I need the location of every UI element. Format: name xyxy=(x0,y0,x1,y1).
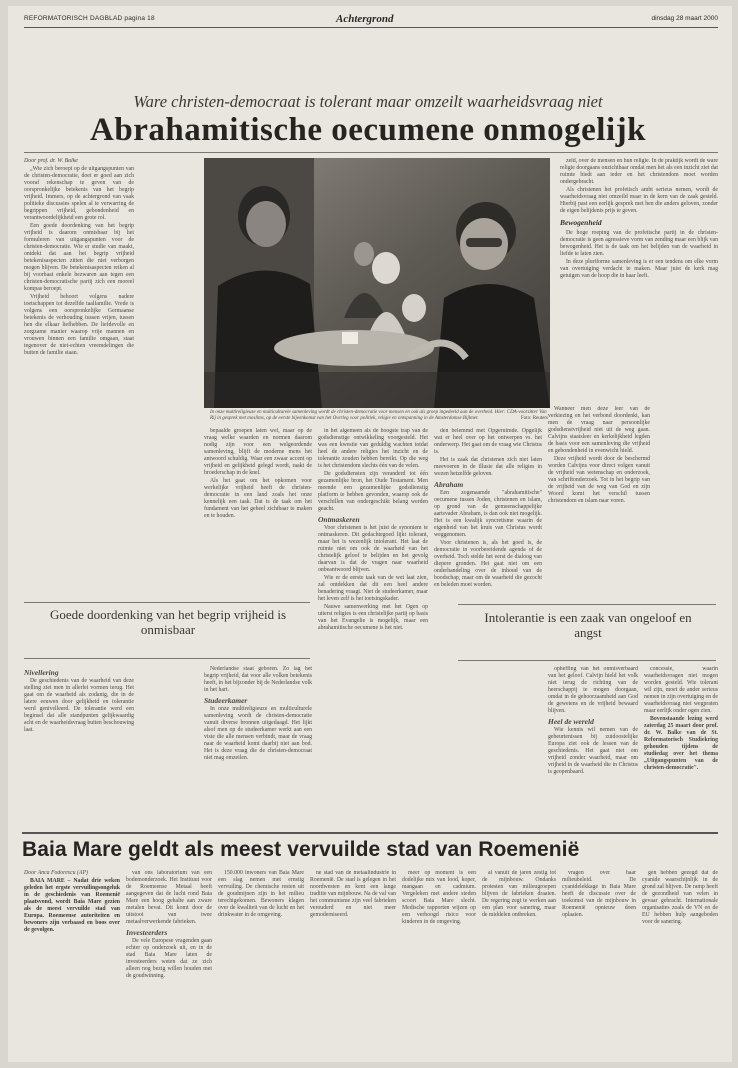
paragraph: Voor christenen is het juist de synoniem te ontmaskeren. Dit gedachtegoed lijkt tolerant, maar het is wezenlijk intolerant. Het laat de ruimte niet om ook de waarheid van het christelijk geloof te belijden en het gevolg daarvan is dat de vragen naar waarheid onbeantwoord blijven. xyxy=(318,525,428,573)
masthead xyxy=(24,14,718,28)
paragraph: in het algemeen als de hoogste trap van de godsdienstige ontwikkeling voorgesteld. Het was een kwestie van geduldig wachten totdat heel de andere religies het inzicht en de tolerantie zouden hebben bereikt. Op die weg is het christendom slechts één van de velen. xyxy=(318,428,428,469)
paragraph: Wie er de eerste taak van de wet laat zien, zal ontdekken dat dit een heel andere benadering vraagt. Niet de studeerkamer, maar het leven zelf is het toetsingskader. xyxy=(318,575,428,602)
second-article-column-1 xyxy=(24,870,120,1050)
second-article-column-6 xyxy=(482,870,556,1050)
article-column-6-top xyxy=(560,158,718,393)
paragraph: bepaalde groepen laten wel, maar op de vraag welke waarden en normen daarom nodig zijn voor een welgeordende samenleving, blijft de moderne mens het antwoord schuldig. Waar een zwaar accent op vrijheid en gelijkheid gelegd wordt, raakt de broederschap in de knel. xyxy=(204,428,312,476)
article-kicker: Ware christen-democraat is tolerant maar omzeilt waarheidsvraag niet xyxy=(133,92,603,111)
paragraph: In onze multireligieuze en multiculturele samenleving wordt de christen-democratie vanuit diverse bronnen uitgedaagd. Het lijkt alsof men op de studeerkamer werkt aan een visie die alle mensen verbindt, maar de vraag naar de waarheid komt daarbij niet aan bod. Het is deze vraag die de christen-democraat niet mag omzeilen. xyxy=(204,706,312,761)
subhead-nivellering: Nivellering xyxy=(24,668,59,677)
pullquote2-rule-bottom xyxy=(458,660,716,661)
paragraph: meer op moment is een dodelijke mix van lood, koper, mangaan en cadmium. Vergeleken met andere steden scoort Baia Mare slecht. Medische rapporten wijzen op een verhoogd risico voor kinderen in de omgeving. xyxy=(402,870,476,925)
article-column-5b xyxy=(548,666,638,826)
paragraph: Nederlandse staat geboren. Zo lag het begrip vrijheid, dat voor alle volken betekenis heeft, in het bijzonder bij de Nederlandse volk in het hart. xyxy=(204,666,312,693)
paragraph: De hoge roeping van de profetische partij in de christen-democratie is geen agressieve vorm van zending maar een blijk van bewogenheid. Het is de taak om het belijden van de waarheid in liefde te laten zien. xyxy=(560,230,718,257)
paragraph: De geschiedenis van de waarheid van deze stelling ziet men in allerlei vormen terug. Het gaat om de waarheid als zodanig, die in de latere eeuwen door gelijkheid en tolerantie werd genivelleerd. De tolerantie werd een beginsel dat alle standpunten gelijkwaardig acht en de waarheidsvraag buiten beschouwing laat. xyxy=(24,678,134,733)
article-column-6b xyxy=(644,666,718,826)
article-column-1 xyxy=(24,158,134,658)
publication-name: REFORMATORISCH DAGBLAD pagina 18 xyxy=(24,15,155,22)
paragraph: Als het gaat om het opkomen voor werkelijke vrijheid heeft de christen-democratie in een land zoals het onze kennelijk een taak. Dat is de taak om het fundament van het geheel zichtbaar te maken en te houden. xyxy=(204,478,312,519)
pullquote-intolerantie: Intolerantie is een zaak van ongeloof en angst xyxy=(484,610,692,640)
second-article-column-4 xyxy=(310,870,396,1050)
pullquote-rule-bottom xyxy=(24,658,310,659)
paragraph: Voor christenen is, als het goed is, de democratie in voorbereidende agenda of de overheid. Toch stelde het eerst de dialoog van diepere gronden. Het gaat niet om een onderhandeling over de inhoud van de boodschap, maar om de waarheid die gezocht en beleden moet worden. xyxy=(434,540,542,588)
paragraph: van ons laboratorium van een bodemonderzoek. Het Instituut voor de Roemeense Metaal heeft aangegeven dat de lucht rond Baia Mare een hoog gehalte aan zware metalen bevat. Dit komt door de uitstoot van twee metaalverwerkende fabrieken. xyxy=(126,870,212,925)
paragraph: 150.000 inwoners van Baia Mare een slag nemen met ernstig vervuiling. De chemische resten uit de goudmijnen zijn in het milieu terechtgekomen. Bewoners klagen over de kwaliteit van de lucht en het drinkwater in de omgeving. xyxy=(218,870,304,918)
second-article-column-7 xyxy=(562,870,636,1050)
paragraph: Deze vrijheid wordt door de beschermd worden Calvijns voor direct volgen vanuit de vrijheid van wetenschap en onderzoek, van schriftonderzoek. Tot in het begrip van de vrijheid van de weg van God en zijn Woord komt het verschil tussen christendom en islam naar voren. xyxy=(548,456,650,504)
article-column-3 xyxy=(318,428,428,808)
paragraph: Wanneer men deze leer van de verkiezing en het verbond doordenkt, kan men de vraag naar persoonlijke godsdienstvrijheid niet uit de weg gaan. Calvijns staatsleer en kerkelijkheid legden de basis voor een samenleving die vrijheid en gebondenheid in evenwicht hield. xyxy=(548,406,650,454)
publication-date: dinsdag 28 maart 2000 xyxy=(651,15,718,22)
paragraph: gen hebben gezegd dat de cyanide waarschijnlijk in de grond zal blijven. De ramp heeft de gezondheid van velen in gevaar gebracht. Internationale organisaties zoals de VN en de EU hebben hulp aangeboden voor de sanering. xyxy=(642,870,718,925)
article-byline: Door prof. dr. W. Balke xyxy=(24,158,78,164)
paragraph: vragen over haar milieubeleid. De cyanidelekkage in Baia Mare heeft de discussie over de toekomst van de mijnbouw in Roemenië opnieuw doen oplaaien. xyxy=(562,870,636,918)
pullquote-vrijheid: Goede doordenking van het begrip vrijheid is onmisbaar xyxy=(49,607,287,637)
headline-rule xyxy=(24,152,718,153)
paragraph: al vanuit de jaren zestig tot de mijnbouw. Ondanks protesten van milieugroepen blijven de fabrieken draaien. De regering zegt te werken aan een plan voor sanering, maar de middelen ontbreken. xyxy=(482,870,556,918)
paragraph: In deze pluriforme samenleving is er een tendens om elke vorm van overtuiging verdacht te maken. Maar juist de kerk mag getuigen van de hoop die in haar leeft. xyxy=(560,259,718,279)
paragraph: concessie, waarin waarheidsvragen niet mogen worden gesteld. Wie tolerant wil zijn, moet de ander serieus nemen in zijn overtuiging en de waarheidsvraag niet wegpraten maar eerlijk onder ogen zien. xyxy=(644,666,718,714)
second-article-column-2 xyxy=(126,870,212,1050)
subhead-ontmaskeren: Ontmaskeren xyxy=(318,515,360,524)
paragraph: „Wie zich beroept op de uitgangspunten van de christen-democratie, doet er goed aan zich vooraf rekenschap te geven van de oorspronkelijke betekenis van het begrip vrijheid. Immers, op de achtergrond van vaak politieke discussies spelen al te verwarring de begrippen vrijheid, gebondenheid en verantwoordelijkheid een grote rol. xyxy=(24,166,134,221)
paragraph: ne stad van de metaalindustrie in Roemenië. De stad is gelegen in het noordwesten en kent een lange traditie van mijnbouw. Na de val van het communisme zijn veel fabrieken verouderd en niet meer gemoderniseerd. xyxy=(310,870,396,918)
paragraph: Wie kennis wil nemen van de gebeurtenissen bij zuidoostelijke Europa ziet ook de lessen van de geschiedenis. Het gaat niet om vrijheid zonder waarheid, maar om vrijheid in de waarheid die in Christus is geopenbaard. xyxy=(548,727,638,775)
paragraph: Een zogenaamde "abrahamitische" oecumene tussen Joden, christenen en islam, op grond van de gemeenschappelijke aartsvader Abraham, is dan ook niet mogelijk. Het is een kwalijk syncretisme waarin de eigenheid van het kruis van Christus wordt weggenomen. xyxy=(434,490,542,538)
paragraph: zeld, over de mensen en hun religie. In de praktijk wordt de ware religie doorgaans onzichtbaar omdat men het als een inzicht ziet dat ruimte biedt aan ieder en het christendom moet worden ondergebracht. xyxy=(560,158,718,185)
lecture-notice: Bovenstaande lezing werd zaterdag 25 maart door prof. dr. W. Balke van de St. Reformatorisch Studiekring gehouden tijdens de studiedag over het thema „Uitgangspunten van de christen-democratie". xyxy=(644,716,718,771)
paragraph: De vele Europese vragenden gaan echter op onderzoek uit, en in de stad Baia Mare laten de investeerders weten dat ze zich alleen nog bezig willen houden met de goudwinning. xyxy=(126,938,212,979)
paragraph: opheffing van het onmisverbaard van het geloof. Calvijn hield het volk niet terug de richting van de heerschappij te mogen doorgaan, omdat in de gehoorzaamheid aan God de gewetens en de vrijheid bewaard blijven. xyxy=(548,666,638,714)
article-column-2 xyxy=(204,428,312,608)
subhead-bewogenheid: Bewogenheid xyxy=(560,218,602,227)
pullquote2-rule-top xyxy=(458,604,716,605)
subhead-heel-de-wereld: Heel de wereld xyxy=(548,717,594,726)
second-article-byline: Door Anca Fodorescu (AP) xyxy=(24,870,88,876)
paragraph: Nauwe samenwerking met het Ogen op uiterst religies is een christelijke partij op basis van het Evangelie is mogelijk, maar een abrahamitische oecumene is het niet. xyxy=(318,604,428,631)
article-photo xyxy=(204,158,550,408)
article-column-2b xyxy=(204,666,312,826)
article-column-5 xyxy=(548,406,650,596)
subhead-investeerders: Investeerders xyxy=(126,928,168,937)
second-article-lead: BAIA MARE – Nadat drie weken geleden het ergste vervuilingsongeluk in de geschiedenis van Roemenië plaatsvond, wordt Baia Mare gezien als de meest vervuilde stad van Europa. Roemeense autoriteiten en bewoners zijn verbaasd en boos over de gevolgen. xyxy=(24,878,120,933)
subhead-abraham: Abraham xyxy=(434,480,464,489)
article-headline: Abrahamitische oecumene onmogelijk xyxy=(90,112,646,148)
photo-credit: Foto: Reuters xyxy=(520,416,548,421)
photo-illustration xyxy=(204,158,550,408)
photo-caption xyxy=(204,410,550,424)
section-title: Achtergrond xyxy=(336,13,394,25)
pullquote-rule-top xyxy=(24,602,310,603)
paragraph: Vrijheid behoort volgens nadere toetschappen tot dezelfde taalfamilie. Vrede is volgens een oorspronkelijke Germaanse betekenis de verhouding tussen vrijen, tussen hen die elkaar liefhebben. De liefdevolle en zorgzame manier waarop vrije mannen en vrouwen binnen een familie omgaan, staat tegenover de niet-echten vreemdelingen die buiten de familie staan. xyxy=(24,294,134,356)
article-column-1b xyxy=(24,666,134,826)
paragraph: Als christenen het profetisch ambt serieus nemen, wordt de waarheidsvraag niet omzeild maar in de kern van de zaak gesteld. Hierbij past een eerlijk gesprek met hen die anders geloven, zonder de eigen belijdenis prijs te geven. xyxy=(560,187,718,214)
second-article-headline: Baia Mare geldt als meest vervuilde stad van Roemenië xyxy=(22,838,580,861)
newspaper-page xyxy=(8,6,732,1062)
paragraph: den belemmd met Opgeruimde. Opgelijk wat er heel over op het ontwerpen vs. het onderwerp. Het gaat om de vraag wie Christus is. xyxy=(434,428,542,455)
second-article-column-5 xyxy=(402,870,476,1050)
paragraph: De godsdiensten zijn veranderd tot één gezamenlijke bron, het Oude Testament. Men meende een gezamenlijke godsdienstig platform te hebben gevonden, waarop ook de verschillen van ondergeschikt belang werden geacht. xyxy=(318,471,428,512)
article-divider xyxy=(22,832,718,834)
paragraph: Een goede doordenking van het begrip vrijheid is daarom onmisbaar bij het formuleren van uitgangspunten voor de christen-democratie. Wie er studie van maakt, ontdekt dat aan het begrip vrijheid betekenisaspecten zitten die niet verborgen mogen blijven. De betekenisaspecten reiken al bij voorbaat enkele bezwaren aan tegen een christen-democratische partij zich een moreel kompas beroept. xyxy=(24,223,134,292)
second-article-column-3 xyxy=(218,870,304,1050)
second-article-column-8 xyxy=(642,870,718,1050)
caption-text: In onze multireligieuze en multiculturele samenleving wordt de christen-democratie voor mensen en ook als groep ingedeeld aan de overheid. Hier: CDA-voorzitter Van Rij in gesprek met moslims, op de eerste bijeenkomst van het Overleg voor politiek, religie en ontspanning in de Amsterdamse Bijlmer. xyxy=(210,410,547,421)
subhead-studeerkamer: Studeerkamer xyxy=(204,696,248,705)
paragraph: Het is zaak dat christenen zich niet laten meevoeren in de illusie dat alle religies in wezen hetzelfde geloven. xyxy=(434,457,542,477)
